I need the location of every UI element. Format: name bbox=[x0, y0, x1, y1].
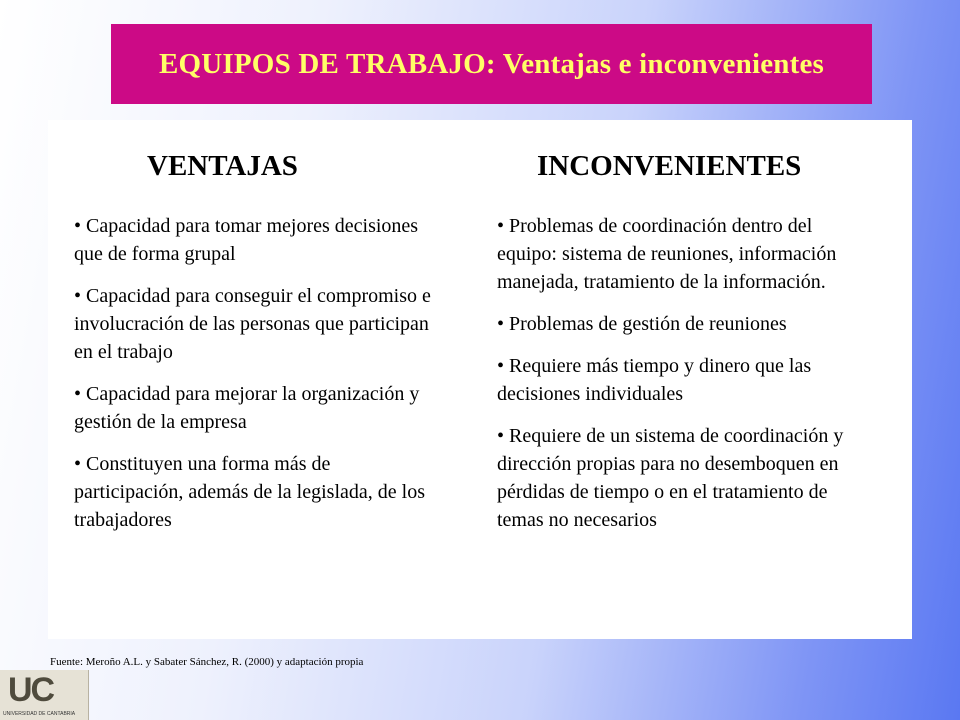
slide-title: EQUIPOS DE TRABAJO: Ventajas e inconvenientes bbox=[158, 47, 825, 80]
inconvenientes-list bbox=[497, 212, 867, 548]
ventajas-item: • Capacidad para tomar mejores decisiones que de forma grupal bbox=[74, 215, 419, 265]
inconvenientes-item: • Problemas de gestión de reuniones bbox=[497, 313, 787, 335]
logo-university-name: UNIVERSIDAD DE CANTABRIA bbox=[3, 711, 76, 717]
inconvenientes-item: • Problemas de coordinación dentro del equipo: sistema de reuniones, información manejada, tratamiento de la información. bbox=[497, 215, 837, 293]
inconvenientes-item: • Requiere de un sistema de coordinación y dirección propias para no desemboquen en pérdidas de tiempo o en el tratamiento de temas no necesarios bbox=[497, 425, 844, 531]
ventajas-heading: VENTAJAS bbox=[147, 150, 298, 182]
title-bar bbox=[111, 24, 872, 104]
inconvenientes-heading: INCONVENIENTES bbox=[537, 150, 802, 182]
inconvenientes-item: • Requiere más tiempo y dinero que las decisiones individuales bbox=[497, 355, 812, 405]
ventajas-list bbox=[74, 212, 444, 548]
logo-mark: UC bbox=[8, 671, 54, 709]
ventajas-item: • Capacidad para mejorar la organización y gestión de la empresa bbox=[74, 383, 420, 433]
university-logo bbox=[0, 670, 89, 720]
ventajas-item: • Capacidad para conseguir el compromiso e involucración de las personas que participan en el trabajo bbox=[74, 285, 431, 363]
ventajas-item: • Constituyen una forma más de participación, además de la legislada, de los trabajadores bbox=[74, 453, 425, 531]
source-citation: Fuente: Meroño A.L. y Sabater Sánchez, R. (2000) y adaptación propia bbox=[50, 656, 364, 668]
